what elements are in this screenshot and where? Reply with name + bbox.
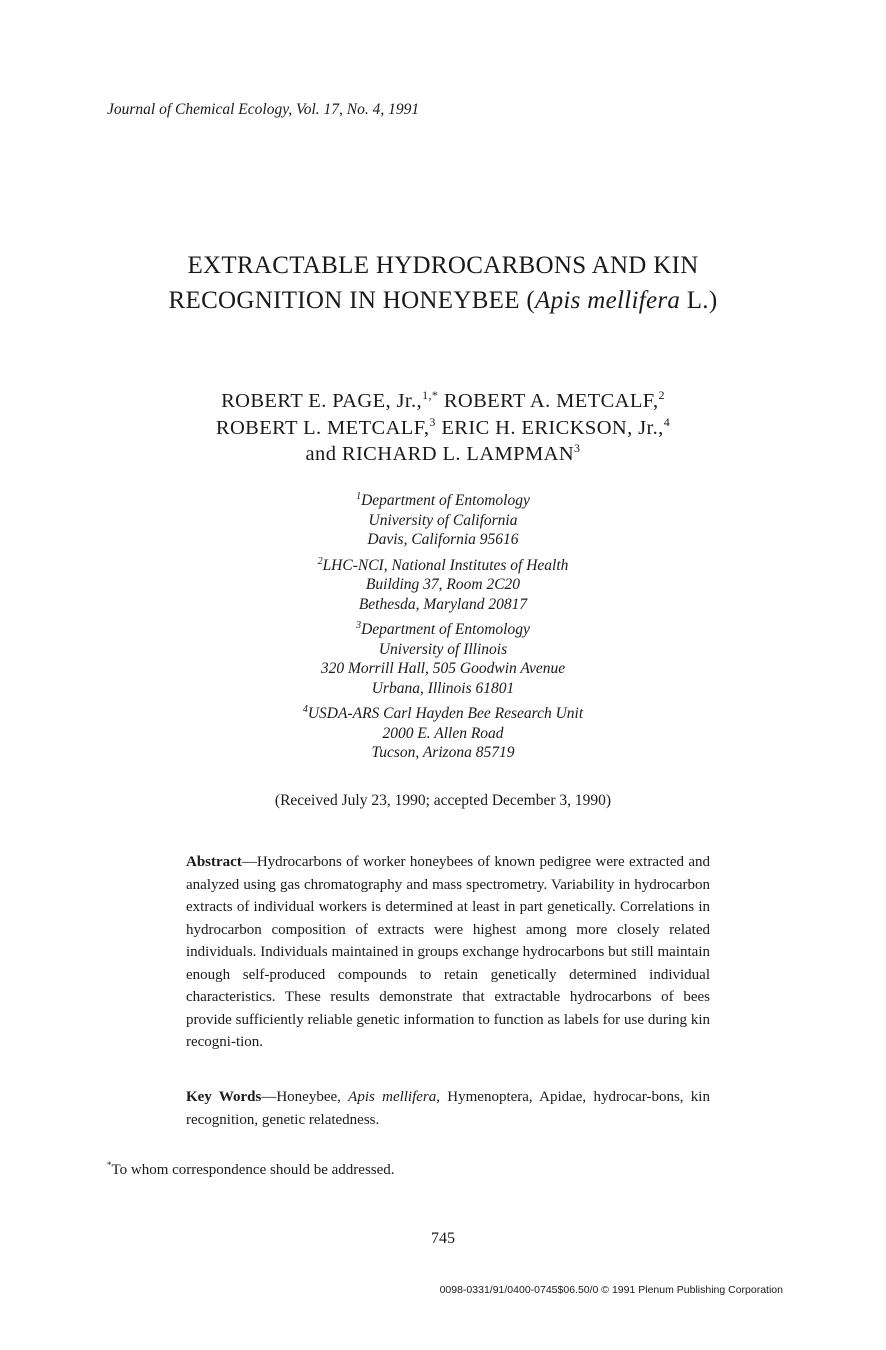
author-affil-sup: 1,* — [422, 388, 439, 403]
footnote-text: To whom correspondence should be addressed. — [111, 1162, 395, 1178]
abstract-label: Abstract — [186, 854, 242, 870]
affiliation-1 — [0, 491, 886, 550]
author-affil-sup: 3 — [429, 414, 436, 429]
author-affil-sup: 3 — [574, 441, 581, 456]
keywords-post: , Hymenoptera, Apidae, hydrocar-bons, kin recognition, genetic relatedness. — [186, 1089, 710, 1128]
affiliation-2 — [0, 556, 886, 615]
affil-line: University of California — [368, 511, 518, 529]
author-name: ERIC H. ERICKSON, Jr., — [441, 416, 664, 439]
footnote — [107, 1160, 395, 1179]
footnote-marker: * — [107, 1160, 112, 1170]
affil-line: 320 Morrill Hall, 505 Goodwin Avenue — [320, 660, 566, 677]
copyright-line: 0098-0331/91/0400-0745$06.50/0 © 1991 Plenum Publishing Corporation — [439, 1284, 783, 1296]
species-name: Apis mellifera — [535, 287, 681, 314]
affiliations — [0, 491, 886, 769]
affil-line: Building 37, Room 2C20 — [365, 576, 521, 593]
abstract — [186, 851, 710, 1054]
article-title — [0, 248, 886, 318]
affil-line: University of Illinois — [378, 640, 508, 658]
author-name: and RICHARD L. LAMPMAN — [305, 443, 575, 465]
affil-line: LHC-NCI, National Institutes of Health — [322, 556, 569, 574]
title-line-2-post: L.) — [680, 287, 718, 314]
author-name: ROBERT E. PAGE, Jr., — [221, 390, 423, 412]
page-number: 745 — [431, 1230, 455, 1247]
title-line-2 — [0, 283, 886, 318]
author-line-3 — [0, 441, 886, 468]
affil-line: Department of Entomology — [361, 621, 530, 638]
author-line-2 — [0, 415, 886, 442]
journal-citation: Journal of Chemical Ecology, Vol. 17, No. 4, 1991 — [107, 101, 420, 118]
author-affil-sup: 2 — [658, 388, 665, 403]
key-words — [186, 1086, 710, 1131]
affiliation-4 — [0, 704, 886, 763]
affil-line: 2000 E. Allen Road — [382, 724, 504, 742]
received-dates: (Received July 23, 1990; accepted December 3, 1990) — [274, 792, 612, 809]
keywords-label: Key Words — [186, 1089, 262, 1105]
affil-sup: 3 — [356, 619, 362, 631]
affil-line: USDA-ARS Carl Hayden Bee Research Unit — [307, 705, 584, 722]
author-line-1 — [0, 388, 886, 415]
author-name: ROBERT A. METCALF, — [443, 390, 659, 412]
author-list — [0, 388, 886, 468]
affil-sup: 1 — [356, 490, 362, 502]
affil-line: Urbana, Illinois 61801 — [371, 679, 515, 697]
affil-line: Tucson, Arizona 85719 — [371, 744, 515, 761]
keywords-pre: —Honeybee, — [261, 1089, 349, 1105]
affil-sup: 2 — [317, 555, 323, 567]
title-line-2-pre: RECOGNITION IN HONEYBEE ( — [168, 287, 536, 314]
affiliation-3 — [0, 620, 886, 698]
abstract-text: —Hydrocarbons of worker honeybees of known pedigree were extracted and analyzed using gas chromatography and mass spectrometry. Variability in hydrocarbon extracts of individual workers is determined at least in part genetically. Correlations in hydrocarbon composition of extracts were highest among more closely related individuals. Individuals maintained in groups exchange hydrocarbons but still maintain enough self-produced compounds to retain genetically determined individual characteristics. These results demonstrate that extractable hydrocarbons of bees provide sufficiently reliable genetic information to function as labels for use during kin recogni-tion. — [186, 854, 710, 1050]
author-name: ROBERT L. METCALF, — [215, 416, 430, 439]
affil-sup: 4 — [302, 703, 308, 715]
affil-line: Department of Entomology — [361, 492, 530, 509]
affil-line: Bethesda, Maryland 20817 — [358, 595, 528, 613]
author-affil-sup: 4 — [663, 414, 671, 429]
affil-line: Davis, California 95616 — [367, 531, 519, 548]
keywords-species: Apis mellifera — [348, 1089, 437, 1105]
title-line-1: EXTRACTABLE HYDROCARBONS AND KIN — [187, 252, 699, 279]
